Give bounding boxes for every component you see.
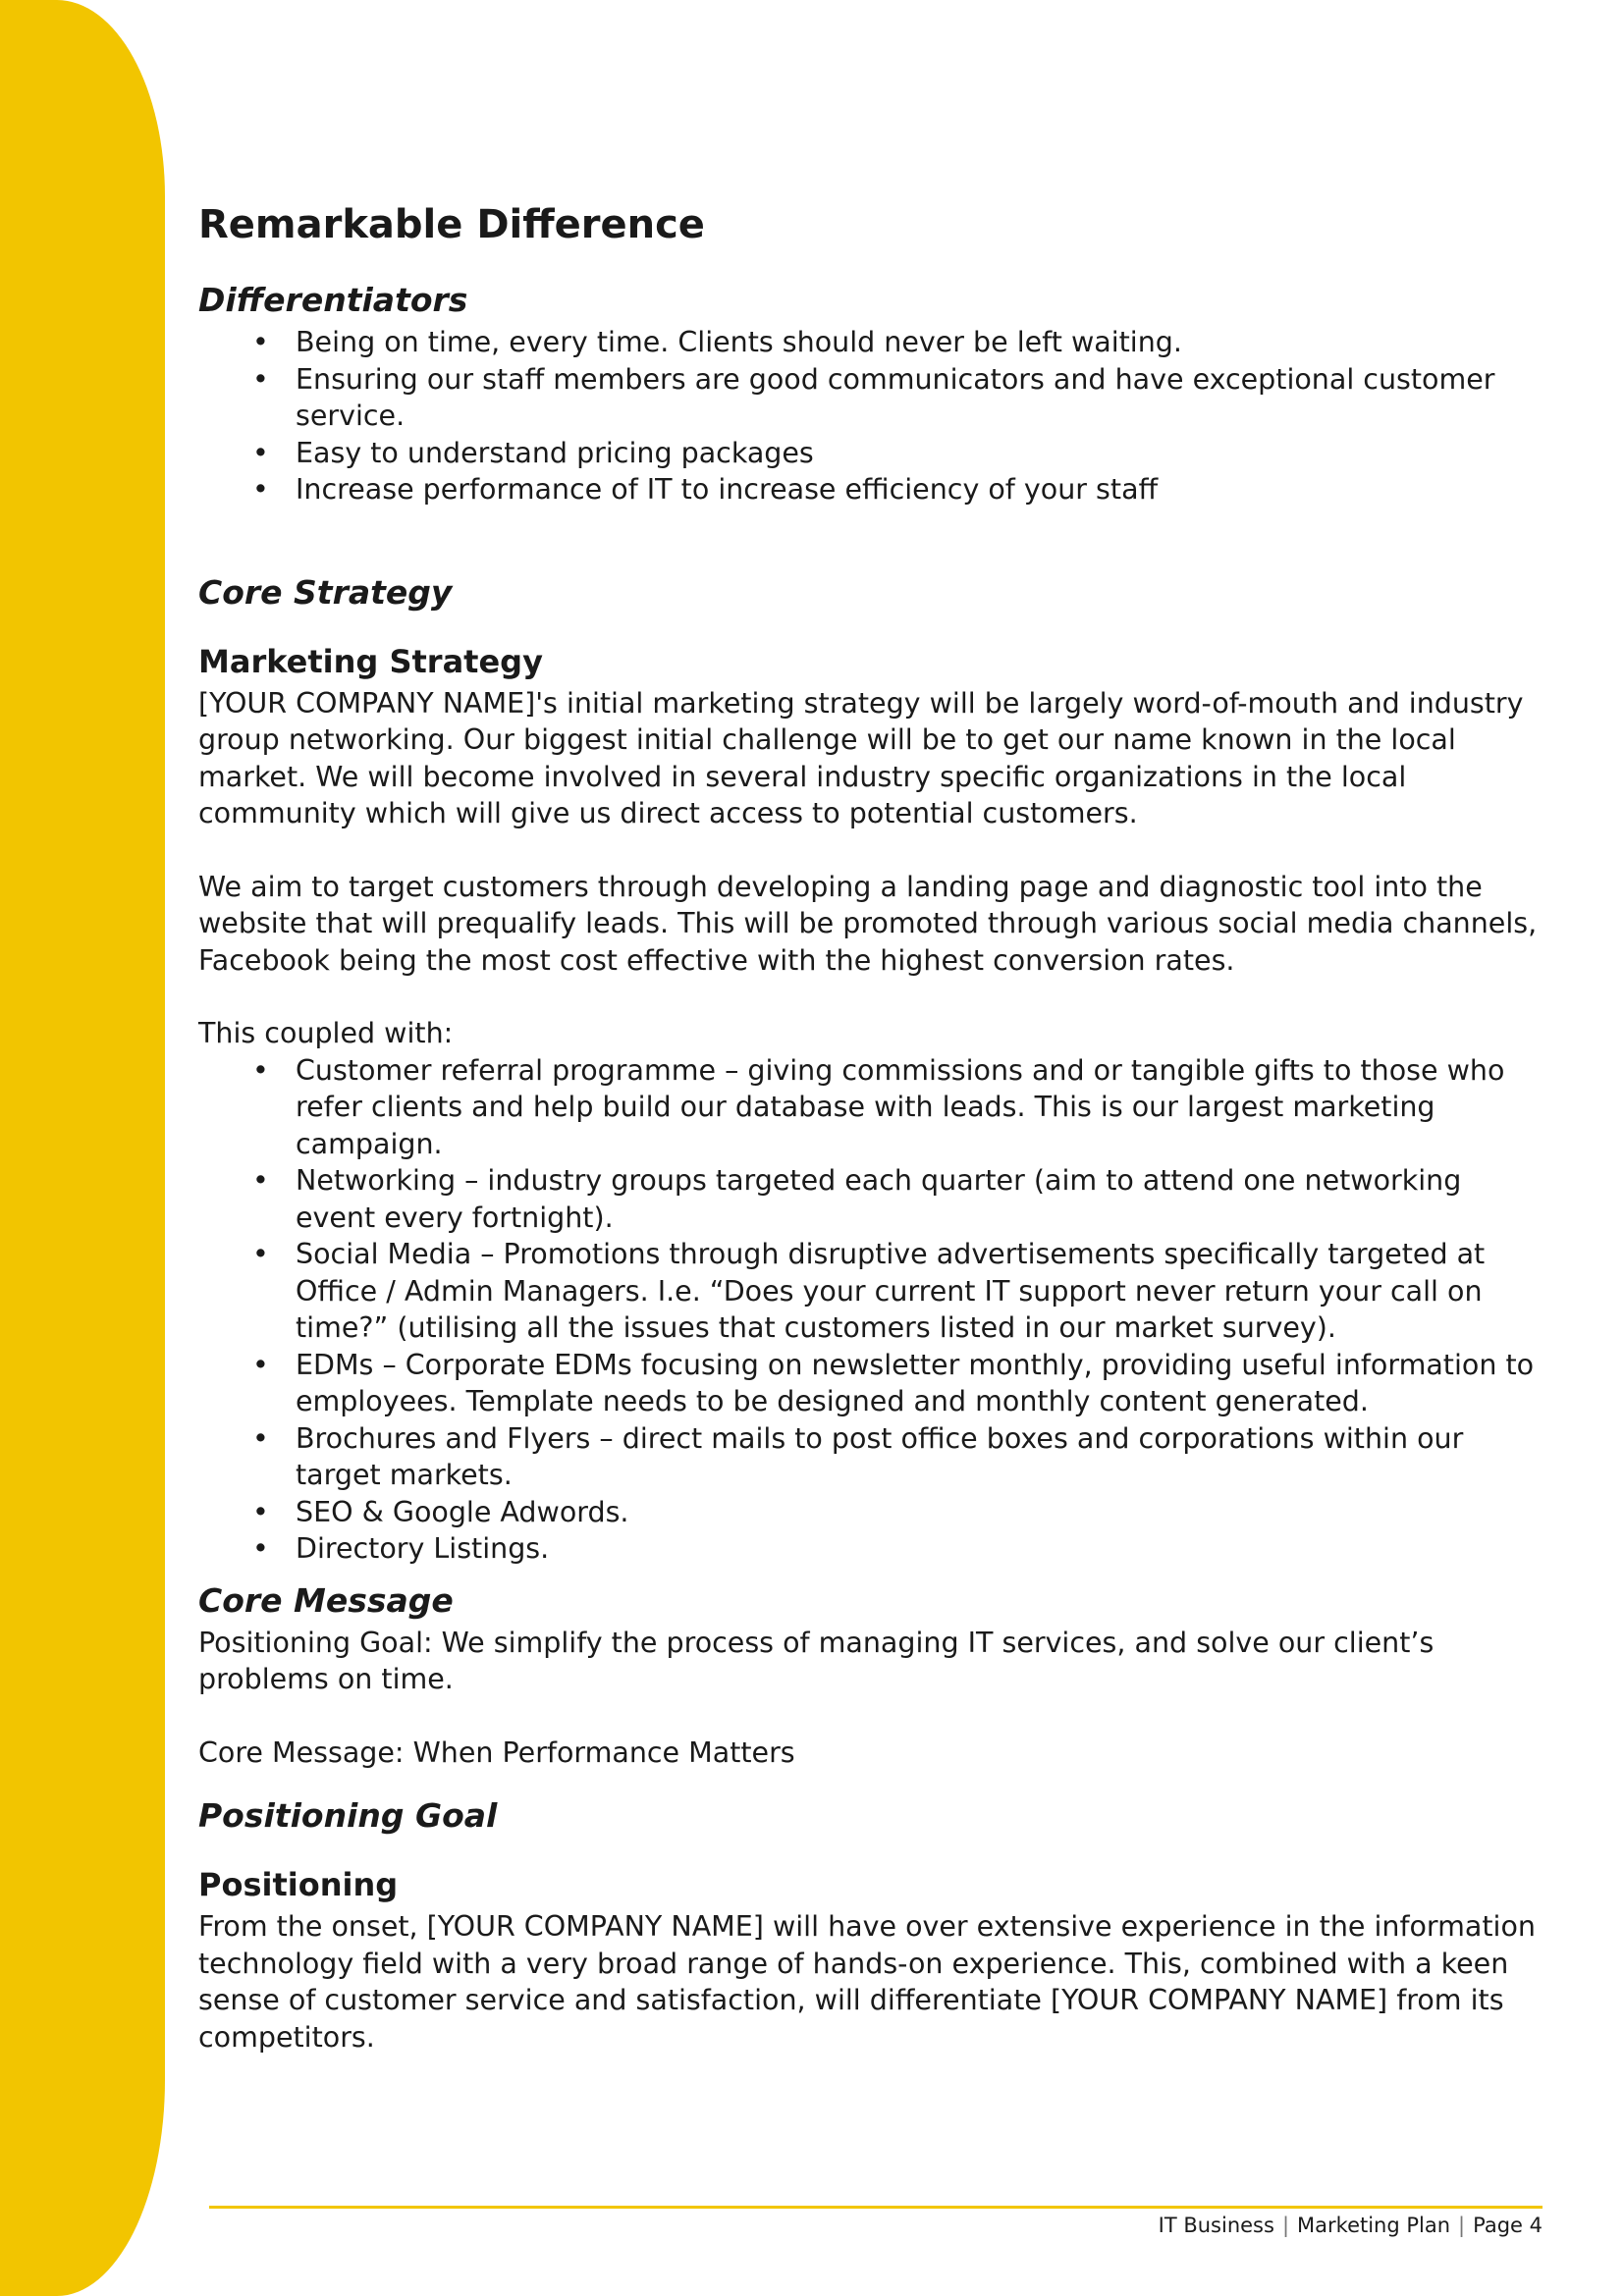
positioning-goal-text: Positioning Goal: We simplify the process of managing IT services, and solve our client’s problems on time. [198,1626,1435,1695]
list-item: • Ensuring our staff members are good communicators and have exceptional customer service. [252,362,1495,432]
list-item: • Easy to understand pricing packages [252,436,814,469]
list-item: • SEO & Google Adwords. [252,1495,629,1528]
footer-plan-name: Marketing Plan [1297,2214,1451,2237]
list-item: • Networking – industry groups targeted each quarter (aim to attend one networking event every fortnight). [252,1164,1462,1234]
list-item: • Brochures and Flyers – direct mails to post office boxes and corporations within our target markets. [252,1421,1464,1491]
list-item: • Social Media – Promotions through disruptive advertisements specifically targeted at Office / Admin Managers. I.e. “Does your current IT support never return your call on time?” (utilising all the issues that customers listed in our market survey). [252,1238,1486,1344]
core-strategy-heading: Core Strategy [198,572,453,612]
list-item: • Being on time, every time. Clients should never be left waiting. [252,326,1182,358]
page-footer: IT Business | Marketing Plan | Page 4 [1158,2214,1543,2237]
core-message-heading: Core Message [198,1580,454,1620]
marketing-strategy-heading: Marketing Strategy [198,642,543,680]
section-title: Remarkable Difference [198,202,705,247]
side-accent-bar [0,0,165,2296]
list-item: • Customer referral programme – giving commissions and or tangible gifts to those who refer clients and help build our database with leads. This is our largest marketing campaign. [252,1053,1505,1160]
marketing-tactics-list [198,1052,1543,1568]
positioning-text: From the onset, [YOUR COMPANY NAME] will have over extensive experience in the information technology field with a very broad range of hands-on experience. This, combined with a keen sense of customer service and satisfaction, will differentiate [YOUR COMPANY NAME] from its competitors. [198,1910,1536,2054]
page-content [198,192,1543,2056]
marketing-intro: This coupled with: [198,1017,454,1049]
positioning-heading: Positioning [198,1866,399,1903]
footer-divider [209,2206,1543,2209]
marketing-paragraph-2: We aim to target customers through developing a landing page and diagnostic tool into the website that will prequalify leads. This will be promoted through various social media channels, Facebook being the most cost effective with the highest conversion rates. [198,870,1538,977]
footer-page-number: Page 4 [1473,2214,1543,2237]
list-item: • Directory Listings. [252,1532,550,1565]
footer-doc-name: IT Business [1158,2214,1274,2237]
list-item: • Increase performance of IT to increase efficiency of your staff [252,473,1159,506]
marketing-paragraph-1: [YOUR COMPANY NAME]'s initial marketing strategy will be largely word-of-mouth and industry group networking. Our biggest initial challenge will be to get our name known in the local market. We will become involved in several industry specific organizations in the local community which will give us direct access to potential customers. [198,686,1524,829]
differentiators-list [198,324,1543,508]
list-item: • EDMs – Corporate EDMs focusing on newsletter monthly, providing useful information to employees. Template needs to be designed and monthly content generated. [252,1348,1535,1417]
positioning-goal-heading: Positioning Goal [198,1796,498,1835]
differentiators-heading: Differentiators [198,281,468,319]
core-message-text: Core Message: When Performance Matters [198,1735,795,1769]
